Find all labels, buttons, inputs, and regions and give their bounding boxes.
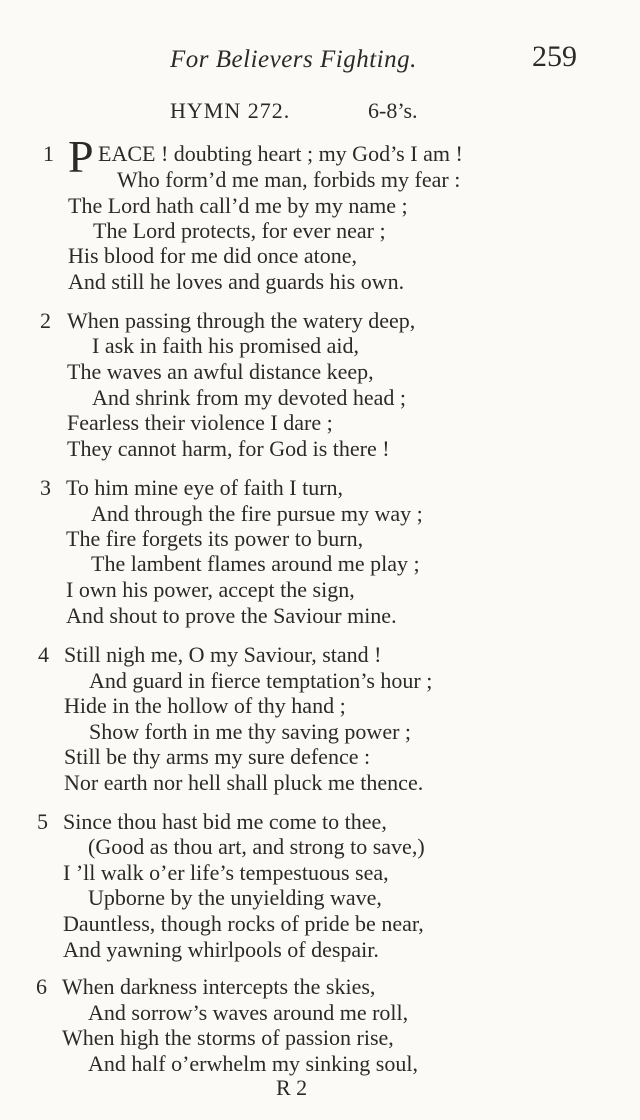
verse-line: And shout to prove the Saviour mine. [66, 603, 397, 628]
verse-line: His blood for me did once atone, [68, 243, 357, 268]
page-number: 259 [532, 40, 577, 73]
verse-line: EACE ! doubting heart ; my God’s I am ! [98, 141, 463, 166]
verse-line: The Lord hath call’d me by my name ; [68, 193, 408, 218]
verse-line: Nor earth nor hell shall pluck me thence. [64, 770, 424, 795]
verse-line: Who form’d me man, forbids my fear : [117, 167, 461, 192]
stanza-number: 1 [43, 141, 54, 166]
dropcap-letter: P [68, 131, 94, 182]
verse-line: And shrink from my devoted head ; [92, 385, 407, 410]
verse-line: And through the fire pursue my way ; [91, 501, 423, 526]
verse-line: They cannot harm, for God is there ! [67, 436, 390, 461]
verse-line: The fire forgets its power to burn, [66, 526, 364, 551]
verse-line: When passing through the watery deep, [67, 308, 416, 333]
stanza-number: 3 [40, 475, 51, 500]
hymn-meter: 6-8’s. [368, 98, 418, 123]
verse-line: I ask in faith his promised aid, [92, 333, 360, 358]
verse-line: When high the storms of passion rise, [62, 1025, 394, 1050]
verse-line: And still he loves and guards his own. [68, 269, 405, 294]
running-head: For Believers Fighting. [170, 46, 417, 73]
stanza-number: 5 [37, 809, 48, 834]
verse-line: I ’ll walk o’er life’s tempestuous sea, [63, 860, 389, 885]
verse-line: The waves an awful distance keep, [67, 359, 374, 384]
stanza-number: 6 [36, 974, 47, 999]
verse-line: Fearless their violence I dare ; [67, 410, 333, 435]
verse-line: Show forth in me thy saving power ; [89, 719, 412, 744]
verse-line: And yawning whirlpools of despair. [63, 937, 379, 962]
verse-line: Since thou hast bid me come to thee, [63, 809, 387, 834]
verse-line: Hide in the hollow of thy hand ; [64, 693, 346, 718]
verse-line: To him mine eye of faith I turn, [66, 475, 344, 500]
stanza-number: 4 [38, 642, 49, 667]
stanza-number: 2 [40, 308, 51, 333]
verse-line: I own his power, accept the sign, [66, 577, 355, 602]
verse-line: And sorrow’s waves around me roll, [88, 1000, 409, 1025]
verse-line: Still be thy arms my sure defence : [64, 744, 371, 769]
verse-line: When darkness intercepts the skies, [62, 974, 376, 999]
signature-mark: R 2 [276, 1075, 308, 1100]
verse-line: Dauntless, though rocks of pride be near, [63, 911, 424, 936]
hymn-title: HYMN 272. [170, 98, 291, 123]
verse-line: The lambent flames around me play ; [91, 551, 420, 576]
verse-line: Upborne by the unyielding wave, [88, 885, 382, 910]
verse-line: Still nigh me, O my Saviour, stand ! [64, 642, 382, 667]
hymn-heading [170, 98, 450, 124]
verse-line: And half o’erwhelm my sinking soul, [88, 1051, 418, 1076]
verse-line: (Good as thou art, and strong to save,) [88, 834, 425, 859]
verse-line: The Lord protects, for ever near ; [93, 218, 386, 243]
verse-line: And guard in fierce temptation’s hour ; [89, 668, 433, 693]
